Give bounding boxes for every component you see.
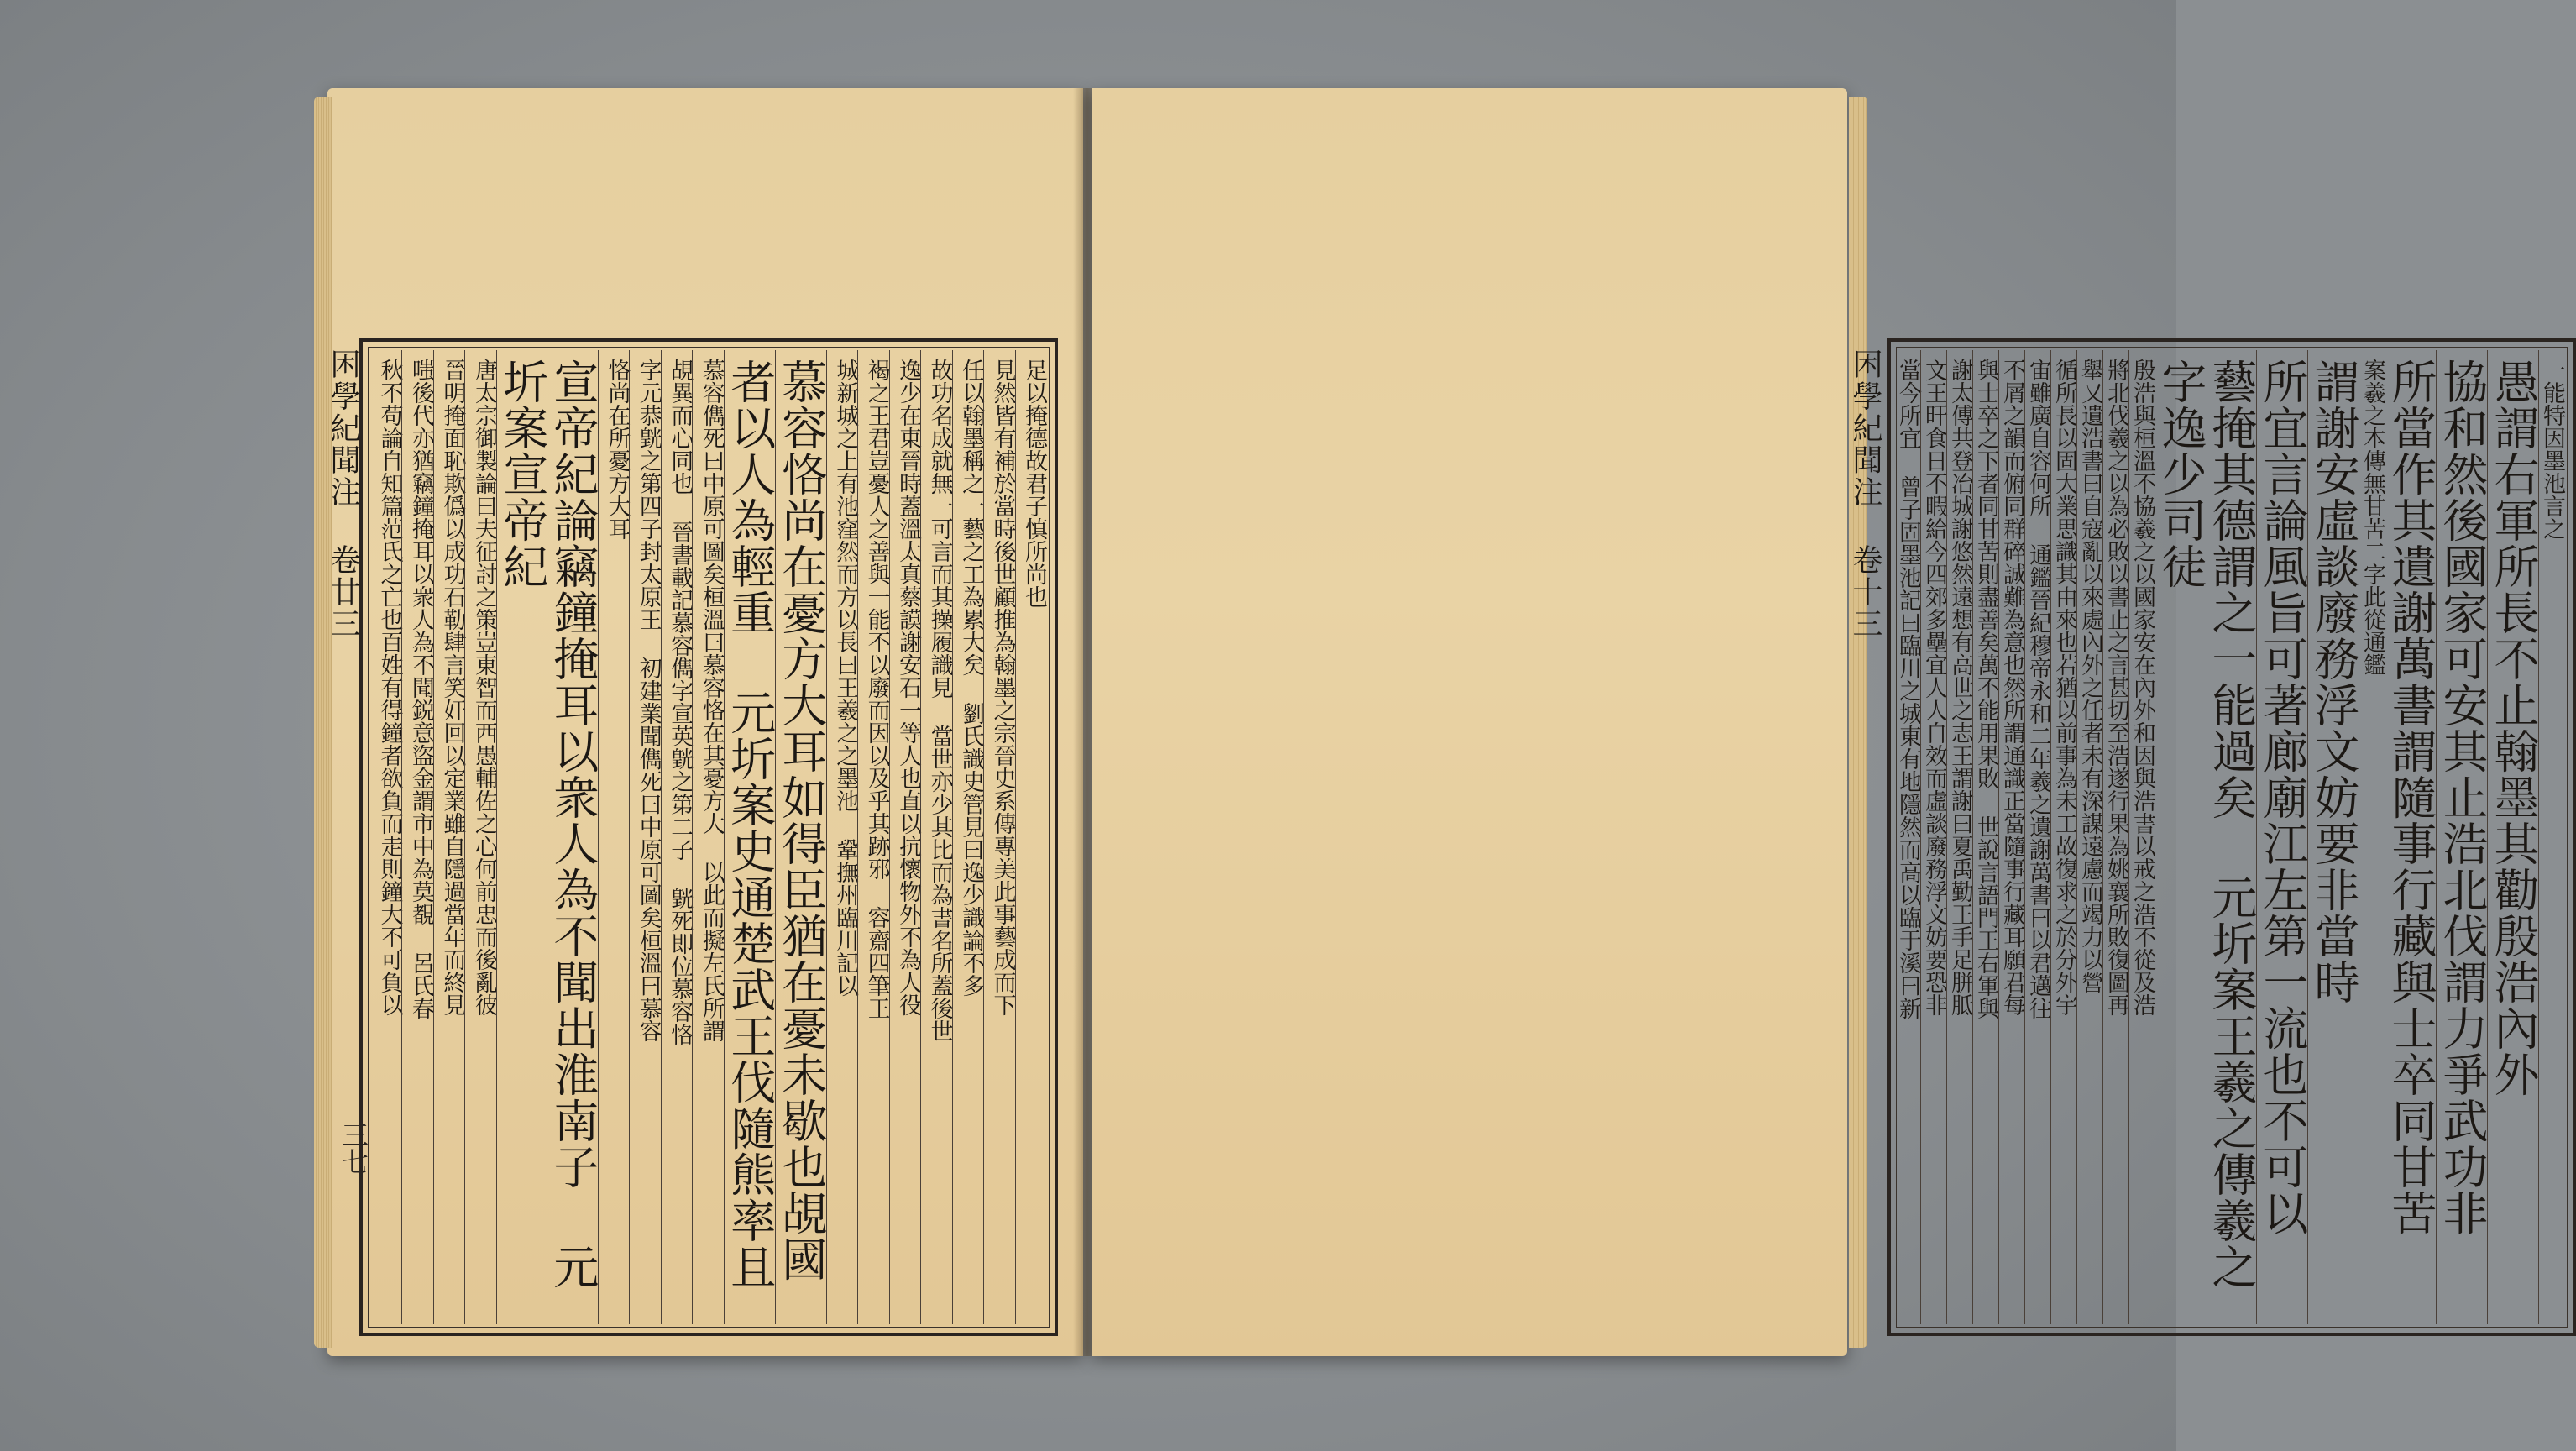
open-book: [326, 88, 2565, 1356]
right-column: 殷浩與桓溫不協羲之以國家安在內外和因與浩書以戒之浩不從及浩: [2128, 350, 2155, 1324]
left-columns: [371, 350, 1046, 1324]
right-text-frame: [1887, 338, 2576, 1336]
left-column: 恪尚在所憂方大耳: [598, 350, 629, 1324]
right-column: 案羲之本傳無甘苦二字此從通鑑: [2359, 350, 2385, 1324]
right-column: 協和然後國家可安其止浩北伐謂力爭武功非: [2436, 350, 2487, 1324]
right-column: 所宜言論風旨可著廊廟江左第一流也不可以: [2256, 350, 2307, 1324]
left-page: [327, 88, 1083, 1356]
right-columns: [1895, 350, 2565, 1324]
page-number: 三七: [338, 1121, 369, 1175]
left-column: 任以翰墨稱之一藝之工為累大矣 劉氏識史管見曰逸少識論不多: [952, 350, 983, 1324]
left-column: 覘異而心同也 晉書載記慕容儁字宣英皝之第二子 皝死即位慕容恪: [661, 350, 692, 1324]
right-column: 藝掩其德謂之一能過矣 元圻案王羲之傳羲之字逸少司徒: [2155, 350, 2256, 1324]
left-column: 慕容恪尚在憂方大耳如得臣猶在憂未歇也覘國: [775, 350, 826, 1324]
left-column: 褐之王君豈憂人之善與一能不以廢而因以及乎其跡邪 容齋四筆王: [857, 350, 888, 1324]
right-column: 愚謂右軍所長不止翰墨其勸殷浩內外: [2487, 350, 2538, 1324]
right-column: 謂謝安虛談廢務浮文妨要非當時: [2307, 350, 2359, 1324]
left-column: 宣帝紀論竊鐘掩耳以衆人為不聞出淮南子 元圻案宣帝紀: [496, 350, 598, 1324]
left-column: 嗤後代亦猶竊鐘掩耳以衆人為不聞鋭意盜金謂市中為莫覩 呂氏春: [401, 350, 432, 1324]
right-column: 循所長以固大業思識其由來也若猶以前事為未工故復求之於分外宇: [2050, 350, 2076, 1324]
left-text-frame: [359, 338, 1058, 1336]
right-column: 文王旰食日不暇給今四郊多壘宜人人自效而虛談廢務浮文妨要恐非: [1920, 350, 1946, 1324]
right-column: 舉又遺浩書曰自寇亂以來處內外之任者未有深謀遠慮而竭力以營: [2076, 350, 2102, 1324]
right-column: 宙雖廣自容何所 通鑑晉紀穆帝永和二年羲之遺謝萬書曰以君邁往: [2024, 350, 2050, 1324]
right-column: 當今所宜 曾子固墨池記曰臨川之城東有地隱然而高以臨于溪曰新: [1895, 359, 1921, 1019]
right-column: 一能特因墨池言之: [2538, 350, 2564, 1324]
left-column: 者以人為輕重 元圻案史通楚武王伐隨熊率且: [724, 350, 775, 1324]
right-page: [1092, 88, 2565, 1356]
right-column: 不屑之韻而俯同群碎誠難為意也然所謂通識正當隨事行藏耳願君每: [1998, 350, 2024, 1324]
left-column: 慕容儁死曰中原可圖矣桓溫曰慕容恪在其憂方大 以此而擬左氏所謂: [692, 350, 723, 1324]
left-column: 逸少在東晉時蓋溫太真蔡謨謝安石一等人也直以抗懷物外不為人役: [889, 350, 920, 1324]
right-column: 所當作其遺謝萬書謂隨事行藏與士卒同甘苦: [2385, 350, 2436, 1324]
right-column: 與士卒之下者同甘苦則盡善矣萬不能用果敗 世說言語門王右軍與: [1972, 350, 1998, 1324]
left-column: 秋不苟論自知篇范氏之亡也百姓有得鐘者欲負而走則鐘大不可負以: [376, 359, 403, 1016]
left-column: 晉明掩面恥欺僞以成功石勒肆言笑奸回以定業雖自隱過當年而終見: [433, 350, 464, 1324]
left-column: 故功名成就無一可言而其操履識見 當世亦少其比而為書名所蓋後世: [920, 350, 951, 1324]
left-column: 城新城之上有池窪然而方以長曰王羲之之墨池 鞏撫州臨川記以: [826, 350, 857, 1324]
left-column: 足以掩德故君子慎所尚也: [1015, 350, 1046, 1324]
left-column: 見然皆有補於當時後世顧推為翰墨之宗晉史系傳專美此事藝成而下: [983, 350, 1014, 1324]
right-column: 謝太傅共登冶城謝悠然遠想有高世之志王謂謝曰夏禹勤王手足胼胝: [1946, 350, 1972, 1324]
left-banner: 困學紀聞注 卷廿三: [326, 348, 360, 640]
right-column: 將北伐羲之以為必敗以書止之言甚切至浩遂行果為姚襄所敗復圖再: [2102, 350, 2128, 1324]
left-column: 字元恭皝之第四子封太原王 初建業聞儁死曰中原可圖矣桓溫曰慕容: [629, 350, 660, 1324]
right-banner: 困學紀聞注 卷十三: [1848, 348, 1882, 640]
left-column: 唐太宗御製論曰夫征討之策豈東智而西愚輔佐之心何前忠而後亂彼: [464, 350, 495, 1324]
